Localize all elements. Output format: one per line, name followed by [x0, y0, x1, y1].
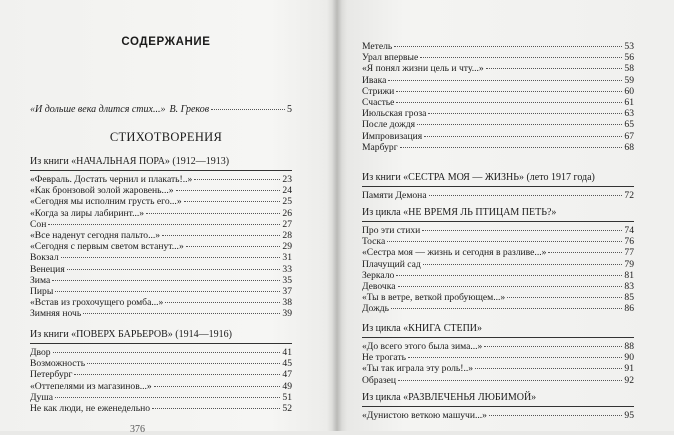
dot-leader: [83, 313, 280, 314]
entry-page: 76: [624, 236, 634, 248]
entry-page: 37: [282, 286, 292, 297]
dot-leader: [408, 357, 622, 358]
toc-entry: [362, 352, 634, 364]
dot-leader: [400, 147, 623, 148]
entry-title: «Ты так играла эту роль!..»: [362, 363, 474, 375]
entry-page: 51: [282, 391, 292, 403]
entry-page: 29: [282, 241, 292, 253]
dot-leader: [154, 386, 281, 387]
entry-title: Зимняя ночь: [30, 308, 82, 320]
dot-leader: [146, 213, 280, 214]
epigraph-page: 5: [287, 104, 292, 115]
dot-leader: [429, 195, 623, 196]
dot-leader: [489, 415, 622, 416]
epigraph-quote: «И дольше века длится стих...»: [30, 104, 166, 115]
epigraph-author: В. Греков: [169, 104, 210, 115]
dot-leader: [484, 346, 622, 347]
toc-entry: [30, 381, 292, 393]
entry-title: Сон: [30, 218, 47, 230]
toc-entry: [362, 86, 634, 98]
entry-page: 25: [282, 196, 292, 208]
section-rule: [362, 337, 634, 338]
entry-page: 77: [624, 247, 634, 259]
right-page: [342, 0, 674, 431]
entry-title: Тоска: [362, 236, 386, 248]
entry-page: 61: [624, 97, 634, 108]
toc-entry: [30, 358, 292, 370]
entry-title: Образец: [362, 374, 397, 386]
entry-page: 86: [624, 303, 634, 315]
entry-title: Пиры: [30, 286, 54, 297]
dot-leader: [391, 308, 622, 309]
dot-leader: [398, 286, 623, 287]
dot-leader: [74, 374, 280, 375]
entry-page: 33: [282, 263, 292, 275]
toc-entry: [362, 410, 634, 422]
entry-page: 74: [624, 225, 634, 236]
entry-title: Метель: [362, 41, 393, 52]
dot-leader: [186, 246, 281, 247]
page-number: 376: [130, 424, 145, 435]
toc-entry: [30, 174, 292, 186]
toc-entry: [30, 219, 292, 231]
left-page: [0, 0, 332, 435]
entry-page: 90: [624, 352, 634, 364]
epigraph-entry: [30, 104, 292, 115]
dot-leader: [420, 57, 622, 58]
entry-title: Стрижи: [362, 85, 395, 97]
entry-page: 72: [624, 190, 634, 201]
toc-entry: [30, 241, 292, 253]
dot-leader: [428, 113, 622, 114]
dot-leader: [52, 280, 280, 281]
dot-leader: [507, 297, 622, 298]
toc-entry: [362, 281, 634, 293]
section-heading: Из книги «ПОВЕРХ БАРЬЕРОВ» (1914—1916): [30, 329, 232, 340]
toc-entry: [362, 292, 634, 304]
entry-page: 79: [624, 258, 634, 270]
entry-page: 68: [624, 141, 634, 153]
toc-entry: [362, 119, 634, 131]
entry-title: Счастье: [362, 97, 395, 108]
toc-entry: [30, 185, 292, 197]
entry-title: Петербург: [30, 369, 73, 381]
toc-entry: [362, 303, 634, 315]
entry-title: «Все наденут сегодня пальто...»: [30, 230, 161, 241]
dot-leader: [548, 252, 622, 253]
toc-entry: [30, 230, 292, 242]
toc-entry: [30, 403, 292, 415]
entry-page: 95: [624, 410, 634, 421]
dot-leader: [211, 109, 285, 110]
toc-entry: [362, 108, 634, 120]
toc-entry: [362, 41, 634, 53]
toc-entry: [362, 375, 634, 387]
entry-page: 28: [282, 230, 292, 241]
toc-entry: [362, 363, 634, 375]
toc-entry: [362, 52, 634, 64]
entry-title: «Дунистою веткою машучи...»: [362, 410, 487, 421]
toc-entry: [30, 196, 292, 208]
entry-title: Двор: [30, 347, 51, 358]
entry-title: Дождь: [362, 303, 389, 315]
dot-leader: [194, 179, 280, 180]
toc-entry: [362, 225, 634, 237]
toc-entry: [362, 190, 634, 202]
entry-page: 92: [624, 374, 634, 386]
dot-leader: [423, 264, 623, 265]
entry-page: 41: [282, 347, 292, 358]
dot-leader: [184, 201, 281, 202]
entry-title: Душа: [30, 391, 53, 403]
entry-page: 63: [624, 108, 634, 120]
toc-entry: [30, 297, 292, 309]
entry-title: Урал впервые: [362, 52, 419, 64]
entry-page: 23: [282, 174, 292, 185]
poems-title: СТИХОТВОРЕНИЯ: [109, 130, 223, 144]
entry-title: Не как люди, не еженедельно: [30, 403, 151, 414]
entry-title: «До всего этого была зима...»: [362, 341, 483, 352]
entry-page: 85: [624, 292, 634, 304]
toc-entry: [30, 286, 292, 298]
entry-page: 67: [624, 130, 634, 142]
section-heading: Из цикла «НЕ ВРЕМЯ ЛЬ ПТИЦАМ ПЕТЬ?»: [362, 207, 557, 218]
entry-title: Импровизация: [362, 130, 423, 142]
entry-title: «Оттепелями из магазинов...»: [30, 380, 152, 392]
toc-entry: [362, 270, 634, 282]
dot-leader: [396, 275, 622, 276]
dot-leader: [55, 397, 280, 398]
dot-leader: [417, 124, 622, 125]
dot-leader: [387, 241, 622, 242]
entry-title: «Как бронзовой золой жаровень...»: [30, 185, 174, 197]
toc-entry: [30, 347, 292, 359]
entry-title: «Встав из грохочущего ромба...»: [30, 297, 164, 309]
entry-title: «Сестра моя — жизнь и сегодня в разливе...»: [362, 247, 547, 259]
section-rule: [362, 221, 634, 222]
dot-leader: [55, 291, 280, 292]
section-heading: Из цикла «РАЗВЛЕЧЕНЬЯ ЛЮБИМОЙ»: [362, 392, 537, 403]
toc-entry: [362, 236, 634, 248]
entry-page: 24: [282, 185, 292, 197]
entry-page: 26: [282, 207, 292, 219]
entry-title: Зеркало: [362, 269, 395, 281]
dot-leader: [398, 380, 622, 381]
entry-page: 91: [624, 363, 634, 375]
entry-title: «Сегодня мы исполним грусть его...»: [30, 196, 182, 208]
dot-leader: [87, 363, 280, 364]
section-heading: Из книги «СЕСТРА МОЯ — ЖИЗНЬ» (лето 1917 года): [362, 172, 595, 183]
toc-entry: [362, 97, 634, 109]
entry-title: Плачущий сад: [362, 258, 421, 270]
toc-entry: [30, 369, 292, 381]
section-rule: [30, 343, 292, 344]
entry-page: 59: [624, 74, 634, 86]
toc-entry: [30, 252, 292, 264]
entry-title: После дождя: [362, 119, 416, 131]
entry-title: «Я понял жизни цель и чту...»: [362, 63, 484, 75]
toc-entry: [362, 63, 634, 75]
entry-page: 52: [282, 403, 292, 414]
dot-leader: [475, 368, 622, 369]
entry-page: 31: [282, 252, 292, 264]
entry-page: 38: [282, 297, 292, 309]
toc-entry: [30, 275, 292, 287]
section-heading: Из цикла «КНИГА СТЕПИ»: [362, 323, 483, 334]
entry-page: 60: [624, 85, 634, 97]
toc-entry: [362, 259, 634, 271]
dot-leader: [424, 136, 622, 137]
dot-leader: [422, 230, 622, 231]
entry-title: Девочка: [362, 281, 396, 292]
toc-entry: [30, 308, 292, 320]
toc-entry: [362, 131, 634, 143]
dot-leader: [176, 190, 281, 191]
entry-page: 65: [624, 119, 634, 131]
section-rule: [362, 406, 634, 407]
dot-leader: [162, 235, 280, 236]
dot-leader: [486, 68, 623, 69]
section-rule: [362, 186, 634, 187]
dot-leader: [396, 91, 622, 92]
entry-title: «Ты в ветре, веткой пробующем...»: [362, 292, 506, 304]
entry-title: Зима: [30, 274, 51, 286]
entry-page: 81: [624, 269, 634, 281]
entry-page: 39: [282, 308, 292, 320]
toc-entry: [30, 392, 292, 404]
entry-title: «Когда за лиры лабиринт...»: [30, 207, 145, 219]
entry-page: 47: [282, 369, 292, 381]
entry-title: Вокзал: [30, 252, 59, 264]
contents-heading: СОДЕРЖАНИЕ: [121, 36, 211, 48]
entry-title: Марбург: [362, 141, 398, 153]
entry-title: Июльская гроза: [362, 108, 427, 120]
entry-title: «Февраль. Достать чернил и плакать!..»: [30, 174, 193, 185]
entry-title: Ивака: [362, 74, 387, 86]
entry-page: 83: [624, 281, 634, 292]
book-gutter: [332, 0, 342, 431]
entry-page: 35: [282, 274, 292, 286]
dot-leader: [388, 80, 622, 81]
dot-leader: [152, 408, 280, 409]
dot-leader: [165, 302, 280, 303]
entry-page: 58: [624, 63, 634, 75]
toc-entry: [30, 264, 292, 276]
toc-entry: [362, 247, 634, 259]
section-rule: [30, 170, 292, 171]
entry-page: 49: [282, 380, 292, 392]
entry-title: Памяти Демона: [362, 190, 427, 201]
dot-leader: [48, 224, 280, 225]
entry-title: Венеция: [30, 263, 65, 275]
entry-page: 45: [282, 358, 292, 370]
entry-title: Возможность: [30, 358, 86, 370]
toc-entry: [30, 208, 292, 220]
entry-page: 53: [624, 41, 634, 52]
section-heading: Из книги «НАЧАЛЬНАЯ ПОРА» (1912—1913): [30, 156, 230, 167]
entry-page: 27: [282, 218, 292, 230]
entry-title: «Сегодня с первым светом встанут...»: [30, 241, 184, 253]
toc-entry: [362, 142, 634, 154]
dot-leader: [53, 352, 281, 353]
entry-title: Не трогать: [362, 352, 407, 364]
dot-leader: [394, 46, 622, 47]
entry-page: 56: [624, 52, 634, 64]
dot-leader: [61, 257, 281, 258]
dot-leader: [396, 102, 622, 103]
toc-entry: [362, 75, 634, 87]
dot-leader: [67, 269, 281, 270]
entry-title: Про эти стихи: [362, 225, 421, 236]
toc-entry: [362, 341, 634, 353]
entry-page: 88: [624, 341, 634, 352]
